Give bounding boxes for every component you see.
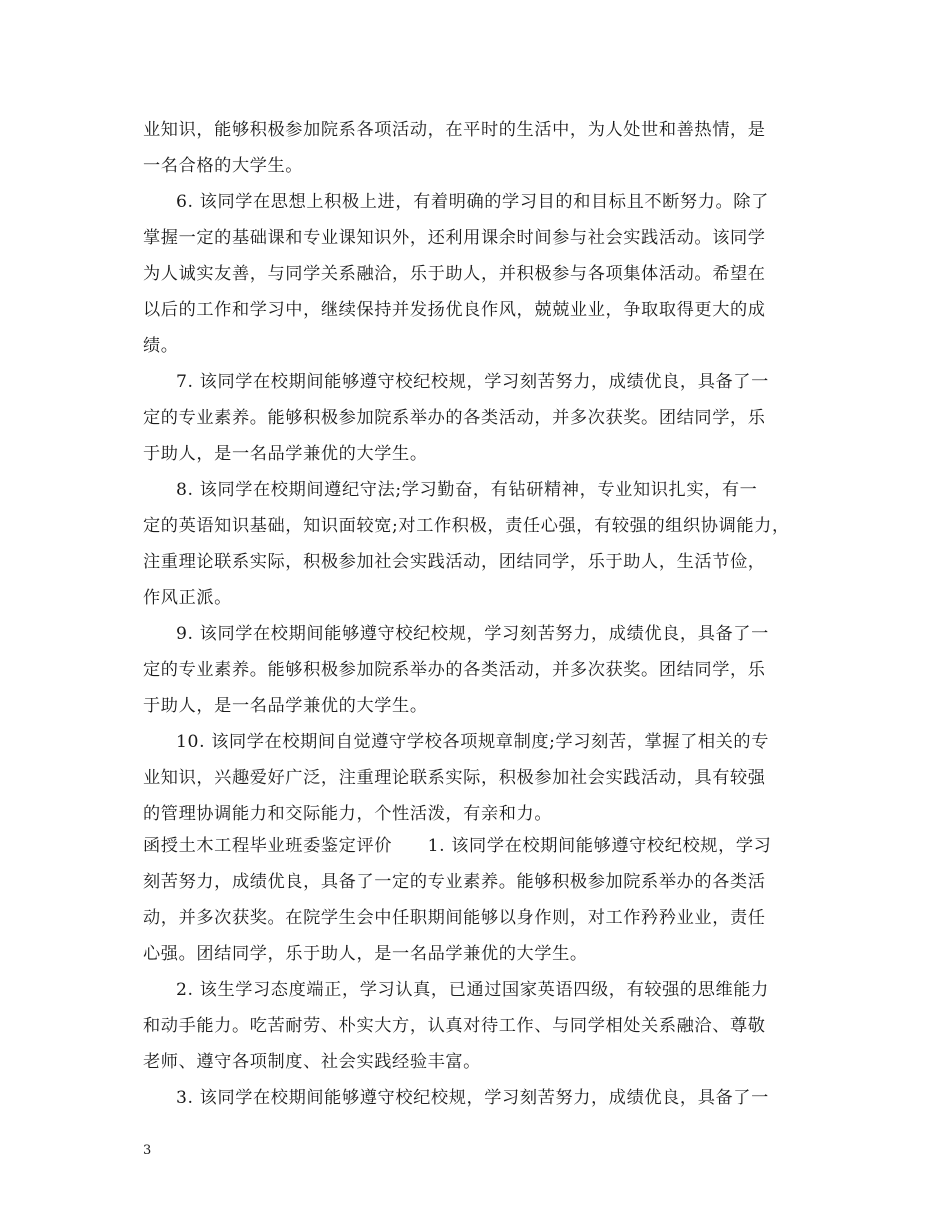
text-line: 于助人，是一名品学兼优的大学生。 (143, 444, 428, 464)
text-line: 9. 该同学在校期间能够遵守校纪校规，学习刻苦努力，成绩优良，具备了一 (176, 624, 769, 644)
text-line: 注重理论联系实际，积极参加社会实践活动，团结同学，乐于助人，生活节俭， (143, 552, 766, 572)
text-line: 2. 该生学习态度端正，学习认真，已通过国家英语四级，有较强的思维能力 (176, 980, 769, 1000)
text-line: 和动手能力。吃苦耐劳、朴实大方，认真对待工作、与同学相处关系融洽、尊敬 (143, 1016, 766, 1036)
text-line: 刻苦努力，成绩优良，具备了一定的专业素养。能够积极参加院系举办的各类活 (143, 872, 766, 892)
page-number: 3 (143, 1143, 152, 1158)
text-line: 的管理协调能力和交际能力，个性活泼，有亲和力。 (143, 804, 553, 824)
text-line: 绩。 (143, 336, 179, 356)
text-line: 业知识，能够积极参加院系各项活动，在平时的生活中，为人处世和善热情，是 (143, 120, 766, 140)
text-line: 于助人，是一名品学兼优的大学生。 (143, 696, 428, 716)
text-line: 业知识，兴趣爱好广泛，注重理论联系实际，积极参加社会实践活动，具有较强 (143, 768, 766, 788)
text-line: 一名合格的大学生。 (143, 156, 304, 176)
text-line: 老师、遵守各项制度、社会实践经验丰富。 (143, 1052, 481, 1072)
text-line: 为人诚实友善，与同学关系融洽，乐于助人，并积极参与各项集体活动。希望在 (143, 264, 766, 284)
text-line: 7. 该同学在校期间能够遵守校纪校规，学习刻苦努力，成绩优良，具备了一 (176, 372, 769, 392)
text-line: 3. 该同学在校期间能够遵守校纪校规，学习刻苦努力，成绩优良，具备了一 (176, 1088, 769, 1108)
text-line: 动，并多次获奖。在院学生会中任职期间能够以身作则，对工作矜矜业业，责任 (143, 908, 766, 928)
text-line: 函授土木工程毕业班委鉴定评价 1. 该同学在校期间能够遵守校纪校规，学习 (143, 836, 772, 856)
text-line: 定的专业素养。能够积极参加院系举办的各类活动，并多次获奖。团结同学，乐 (143, 660, 766, 680)
text-line: 10. 该同学在校期间自觉遵守学校各项规章制度;学习刻苦，掌握了相关的专 (176, 732, 770, 752)
text-line: 心强。团结同学，乐于助人，是一名品学兼优的大学生。 (143, 944, 588, 964)
text-line: 定的英语知识基础，知识面较宽;对工作积极，责任心强，有较强的组织协调能力， (143, 516, 790, 536)
text-line: 8. 该同学在校期间遵纪守法;学习勤奋，有钻研精神，专业知识扎实，有一 (176, 480, 758, 500)
text-line: 6. 该同学在思想上积极上进，有着明确的学习目的和目标且不断努力。除了 (176, 192, 769, 212)
text-line: 以后的工作和学习中，继续保持并发扬优良作风，兢兢业业，争取取得更大的成 (143, 300, 766, 320)
text-line: 掌握一定的基础课和专业课知识外，还利用课余时间参与社会实践活动。该同学 (143, 228, 766, 248)
text-line: 定的专业素养。能够积极参加院系举办的各类活动，并多次获奖。团结同学，乐 (143, 408, 766, 428)
text-line: 作风正派。 (143, 588, 232, 608)
